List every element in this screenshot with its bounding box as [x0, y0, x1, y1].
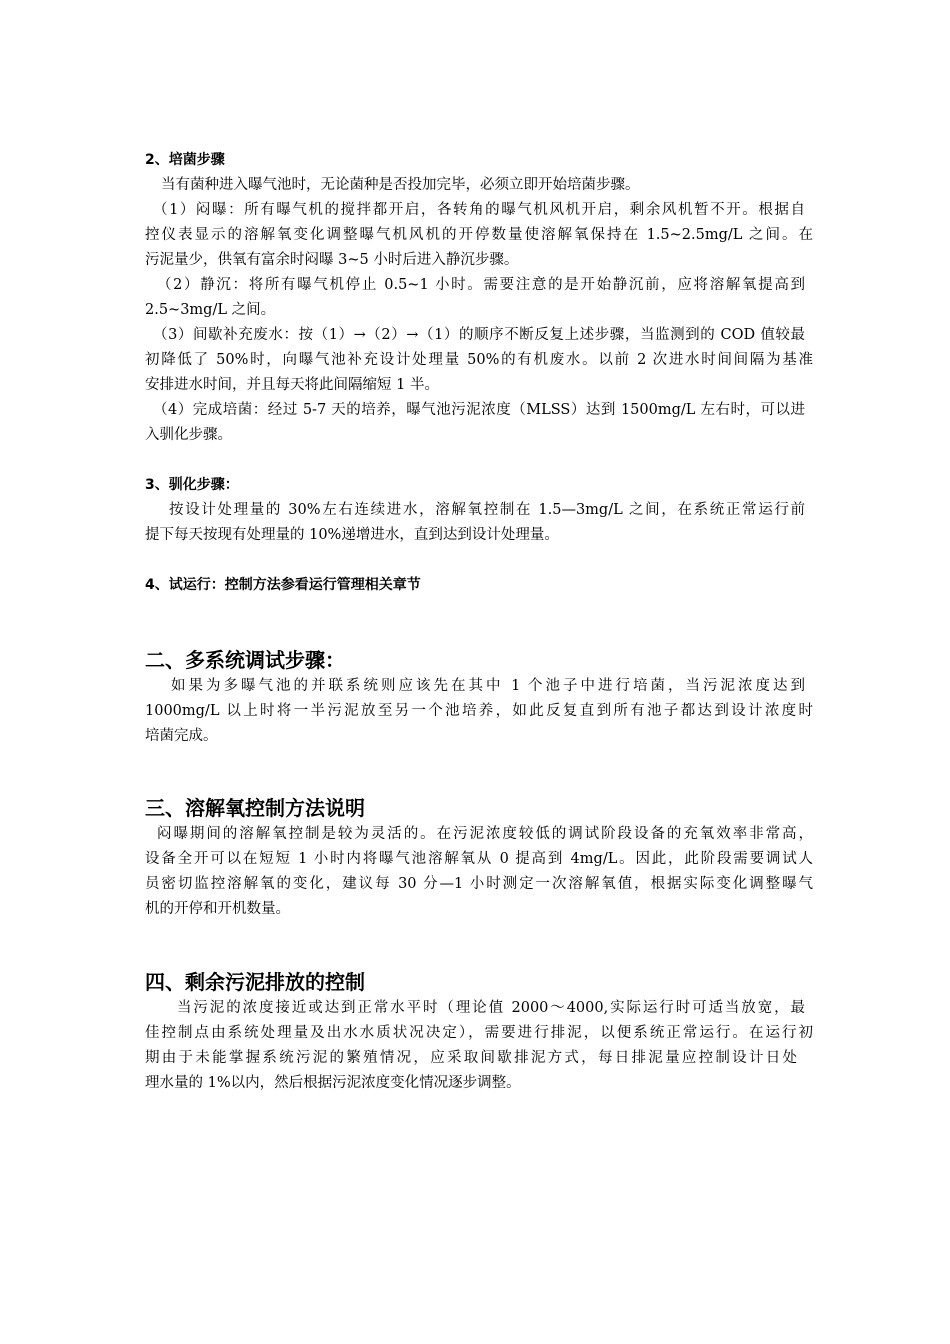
- sludge-discharge-line-1: 当污泥的浓度接近或达到正常水平时（理论值 2000～4000,实际运行时可适当放宽，最: [177, 1000, 805, 1016]
- acclimation-heading: 3、驯化步骤：: [145, 477, 239, 493]
- cultivation-line-2: （1）闷曝：所有曝气机的搅拌都开启，各转角的曝气机风机开启，剩余风机暂不开。根据自: [153, 202, 805, 218]
- oxygen-control-line-3: 员密切监控溶解氧的变化，建议每 30 分—1 小时测定一次溶解氧值，根据实际变化调整曝气: [145, 876, 813, 892]
- oxygen-control-line-4: 机的开停和开机数量。: [145, 901, 290, 917]
- sludge-discharge-line-4: 理水量的 1%以内，然后根据污泥浓度变化情况逐步调整。: [145, 1075, 521, 1091]
- cultivation-line-8: 初降低了 50%时，向曝气池补充设计处理量 50%的有机废水。以前 2 次进水时间间隔为基准: [145, 352, 813, 368]
- cultivation-heading: 2、培菌步骤: [145, 152, 225, 168]
- cultivation-line-6: 2.5~3mg/L 之间。: [145, 302, 276, 318]
- cultivation-line-10: （4）完成培菌：经过 5-7 天的培养，曝气池污泥浓度（MLSS）达到 1500mg/L 左右时，可以进: [153, 402, 805, 418]
- multi-system-line-3: 培菌完成。: [145, 728, 218, 744]
- acclimation-line-1: 按设计处理量的 30%左右连续进水，溶解氧控制在 1.5—3mg/L 之间，在系统正常运行前: [169, 502, 805, 518]
- cultivation-line-9: 安排进水时间，并且每天将此间隔缩短 1 半。: [145, 377, 439, 393]
- cultivation-line-3: 控仪表显示的溶解氧变化调整曝气机风机的开停数量使溶解氧保持在 1.5~2.5mg/L 之间。在: [145, 227, 813, 243]
- sludge-discharge-heading: 四、剩余污泥排放的控制: [145, 970, 365, 994]
- acclimation-section: [145, 473, 813, 548]
- cultivation-line-11: 入驯化步骤。: [145, 427, 232, 443]
- multi-system-heading: 二、多系统调试步骤：: [145, 648, 345, 672]
- cultivation-line-7: （3）间歇补充废水：按（1）→（2）→（1）的顺序不断反复上述步骤，当监测到的 COD 值较最: [153, 327, 805, 343]
- trial-heading: 4、试运行：控制方法参看运行管理相关章节: [145, 577, 421, 593]
- sludge-discharge-line-3: 期由于未能掌握系统污泥的繁殖情况，应采取间歇排泥方式，每日排泥量应控制设计日处: [145, 1050, 797, 1066]
- acclimation-line-2: 提下每天按现有处理量的 10%递增进水，直到达到设计处理量。: [145, 527, 559, 543]
- sludge-discharge-section: [145, 968, 813, 1096]
- multi-system-line-1: 如果为多曝气池的并联系统则应该先在其中 1 个池子中进行培菌，当污泥浓度达到: [171, 678, 805, 694]
- cultivation-line-1: 当有菌种进入曝气池时，无论菌种是否投加完毕，必须立即开始培菌步骤。: [161, 177, 640, 193]
- cultivation-line-4: 污泥量少，供氧有富余时闷曝 3~5 小时后进入静沉步骤。: [145, 252, 519, 268]
- sludge-discharge-line-2: 佳控制点由系统处理量及出水水质状况决定），需要进行排泥，以便系统正常运行。在运行初: [145, 1025, 813, 1041]
- trial-section: [145, 573, 813, 598]
- cultivation-section: [145, 148, 813, 448]
- oxygen-control-heading: 三、溶解氧控制方法说明: [145, 796, 365, 820]
- multi-system-line-2: 1000mg/L 以上时将一半污泥放至另一个池培养，如此反复直到所有池子都达到设计浓度时: [145, 703, 813, 719]
- oxygen-control-section: [145, 794, 813, 922]
- oxygen-control-line-1: 闷曝期间的溶解氧控制是较为灵活的。在污泥浓度较低的调试阶段设备的充氧效率非常高，: [157, 826, 813, 842]
- cultivation-line-5: （2）静沉：将所有曝气机停止 0.5~1 小时。需要注意的是开始静沉前，应将溶解氧提高到: [157, 277, 805, 293]
- multi-system-section: [145, 646, 813, 749]
- oxygen-control-line-2: 设备全开可以在短短 1 小时内将曝气池溶解氧从 0 提高到 4mg/L。因此，此阶段需要调试人: [145, 851, 813, 867]
